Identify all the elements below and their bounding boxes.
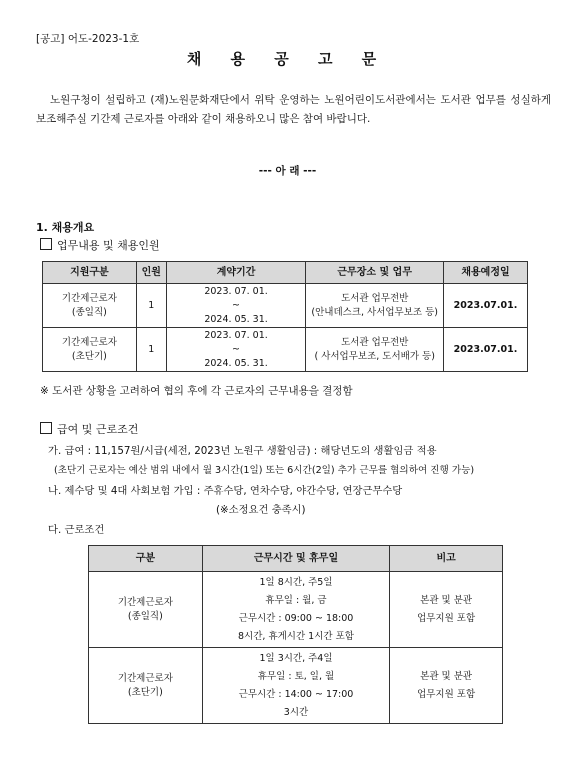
table-header-row <box>89 546 503 572</box>
subsection-pay-label: 급여 및 근로조건 <box>57 423 139 436</box>
date-cell: 2023.07.01. <box>444 328 528 372</box>
period-cell: 2023. 07. 01. ~ 2024. 05. 31. <box>166 284 306 328</box>
section-divider-label: --- 아 래 --- <box>258 165 317 177</box>
header-cell: 근무시간 및 휴무일 <box>202 546 390 572</box>
section-heading-recruitment: 1. 채용개요 <box>36 221 95 234</box>
page-title: 채 용 공 고 문 <box>186 50 389 68</box>
duty-cell: 도서관 업무전반 ( 사서업무보조, 도서배가 등) <box>306 328 444 372</box>
remark-cell: 본관 및 분관 업무지원 포함 <box>390 572 503 648</box>
header-cell: 계약기간 <box>166 262 306 284</box>
recruitment-table <box>42 261 528 372</box>
table-row <box>89 572 503 648</box>
pay-line-na-detail: (※소정요건 충족시) <box>216 504 306 516</box>
count-cell: 1 <box>136 284 166 328</box>
period-cell: 2023. 07. 01. ~ 2024. 05. 31. <box>166 328 306 372</box>
type-cell: 기간제근로자 (종일직) <box>43 284 137 328</box>
duty-note: ※ 도서관 상황을 고려하여 협의 후에 각 근로자의 근무내용을 결정함 <box>40 385 353 397</box>
table-header-row <box>43 262 528 284</box>
table-row <box>43 284 528 328</box>
type-cell: 기간제근로자 (초단기) <box>89 648 203 724</box>
checkbox-square-icon <box>40 422 52 434</box>
header-cell: 비고 <box>390 546 503 572</box>
date-cell: 2023.07.01. <box>444 284 528 328</box>
pay-line-ga-detail: (초단기 근로자는 예산 범위 내에서 월 3시간(1일) 또는 6시간(2일) 추가 근무를 협의하여 진행 가능) <box>54 465 475 476</box>
header-cell: 인원 <box>136 262 166 284</box>
subsection-pay <box>40 421 138 437</box>
header-cell: 지원구분 <box>43 262 137 284</box>
work-conditions-table <box>88 545 503 724</box>
checkbox-square-icon <box>40 238 52 250</box>
header-cell: 채용예정일 <box>444 262 528 284</box>
pay-line-na: 나. 제수당 및 4대 사회보험 가입 : 주휴수당, 연차수당, 야간수당, 연장근무수당 <box>48 485 403 497</box>
count-cell: 1 <box>136 328 166 372</box>
notice-number: [공고] 어도-2023-1호 <box>36 33 140 45</box>
hours-cell: 1일 3시간, 주4일 휴무일 : 토, 일, 월 근무시간 : 14:00 ~ 17:00 3시간 <box>202 648 390 724</box>
remark-cell: 본관 및 분관 업무지원 포함 <box>390 648 503 724</box>
table-row <box>89 648 503 724</box>
subsection-duties-label: 업무내용 및 채용인원 <box>57 239 160 252</box>
header-cell: 근무장소 및 업무 <box>306 262 444 284</box>
subsection-duties <box>40 237 160 253</box>
pay-line-da: 다. 근로조건 <box>48 524 105 536</box>
header-cell: 구분 <box>89 546 203 572</box>
table-row <box>43 328 528 372</box>
hours-cell: 1일 8시간, 주5일 휴무일 : 월, 금 근무시간 : 09:00 ~ 18:00 8시간, 휴게시간 1시간 포함 <box>202 572 390 648</box>
type-cell: 기간제근로자 (종일직) <box>89 572 203 648</box>
pay-line-ga: 가. 급여 : 11,157원/시급(세전, 2023년 노원구 생활임금) : 해당년도의 생활임금 적용 <box>48 445 437 457</box>
duty-cell: 도서관 업무전반 (안내데스크, 사서업무보조 등) <box>306 284 444 328</box>
intro-paragraph: 노원구청이 설립하고 (재)노원문화재단에서 위탁 운영하는 노원어린이도서관에서는 도서관 업무를 성실하게 보조해주실 기간제 근로자를 아래와 같이 채용하오니 많은 참여 바랍니다. <box>36 94 551 125</box>
type-cell: 기간제근로자 (초단기) <box>43 328 137 372</box>
